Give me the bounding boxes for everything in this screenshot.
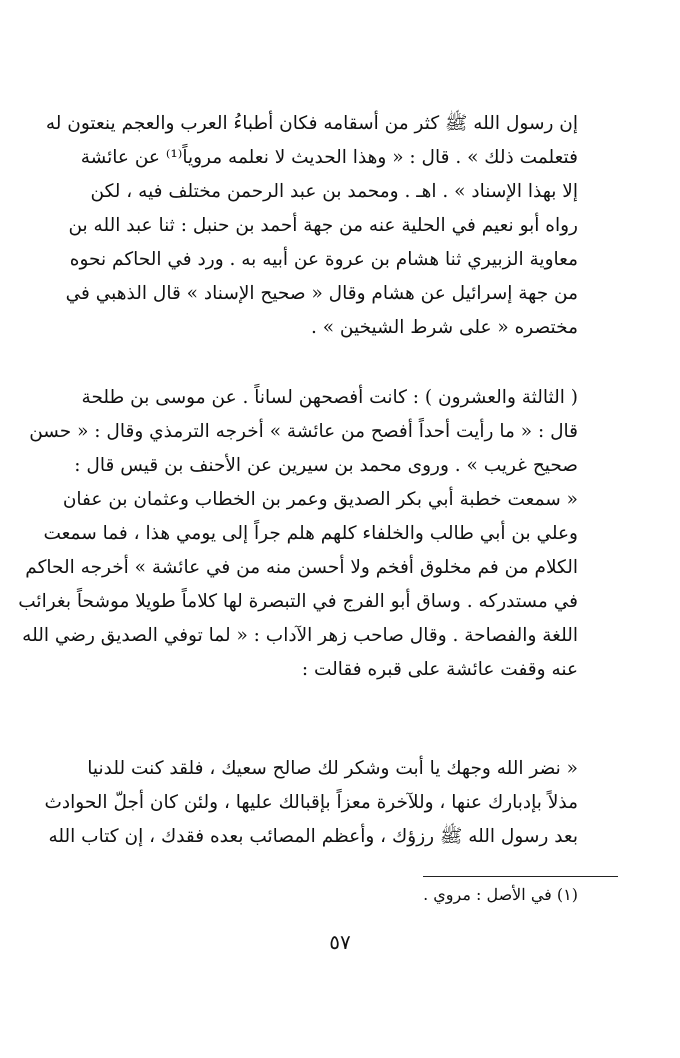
text-line: معاوية الزبيري ثنا هشام بن عروة عن أبيه به . ورد في الحاكم نحوه — [69, 249, 578, 270]
paragraph-3 — [44, 752, 578, 854]
page-number: ٥٧ — [329, 930, 351, 954]
footnote: (١) في الأصل : مروي . — [423, 885, 578, 904]
text-line: وعلي بن أبي طالب والخلفاء كلهم هلم جراً إلى يومي هذا ، فما سمعت — [43, 523, 578, 544]
paragraph-2 — [18, 381, 578, 687]
text-line: في مستدركه . وساق أبو الفرج في التبصرة لها كلاماً طويلا موشحاً بغرائب — [18, 591, 578, 612]
paragraph-1 — [45, 107, 578, 345]
text-line: ( الثالثة والعشرون ) : كانت أفصحهن لساناً . عن موسى بن طلحة — [81, 387, 578, 408]
text-line: من جهة إسرائيل عن هشام وقال « صحيح الإسناد » قال الذهبي في — [65, 283, 578, 304]
text-line: « سمعت خطبة أبي بكر الصديق وعمر بن الخطاب وعثمان بن عفان — [62, 489, 578, 510]
text-line: مذلاً بإدبارك عنها ، وللآخرة معزاً بإقبالك عليها ، ولئن كان أجلّ الحوادث — [44, 792, 578, 813]
text-line: فتعلمت ذلك » . قال : « وهذا الحديث لا نعلمه مروياً⁽¹⁾ عن عائشة — [80, 147, 578, 168]
text-line: مختصره « على شرط الشيخين » . — [310, 317, 578, 338]
text-line: « نضر الله وجهك يا أبت وشكر لك صالح سعيك ، فلقد كنت للدنيا — [87, 758, 578, 779]
text-line: قال : « ما رأيت أحداً أفصح من عائشة » أخرجه الترمذي وقال : « حسن — [29, 421, 578, 442]
text-line: عنه وقفت عائشة على قبره فقالت : — [301, 659, 578, 680]
text-line: الكلام من فم مخلوق أفخم ولا أحسن منه من في عائشة » أخرجه الحاكم — [25, 557, 578, 578]
footnote-separator — [423, 876, 618, 877]
text-line: بعد رسول الله ﷺ رزؤك ، وأعظم المصائب بعده فقدك ، إن كتاب الله — [48, 826, 578, 847]
text-line: رواه أبو نعيم في الحلية عنه من جهة أحمد بن حنبل : ثنا عبد الله بن — [68, 215, 578, 236]
text-line: اللغة والفصاحة . وقال صاحب زهر الآداب : « لما توفي الصديق رضي الله — [22, 625, 578, 646]
text-line: إن رسول الله ﷺ كثر من أسقامه فكان أطباءُ العرب والعجم ينعتون له — [45, 113, 578, 134]
text-line: صحيح غريب » . وروى محمد بن سيرين عن الأحنف بن قيس قال : — [74, 455, 578, 476]
text-line: إلا بهذا الإسناد » . اهـ . ومحمد بن عبد الرحمن مختلف فيه ، لكن — [90, 181, 578, 202]
